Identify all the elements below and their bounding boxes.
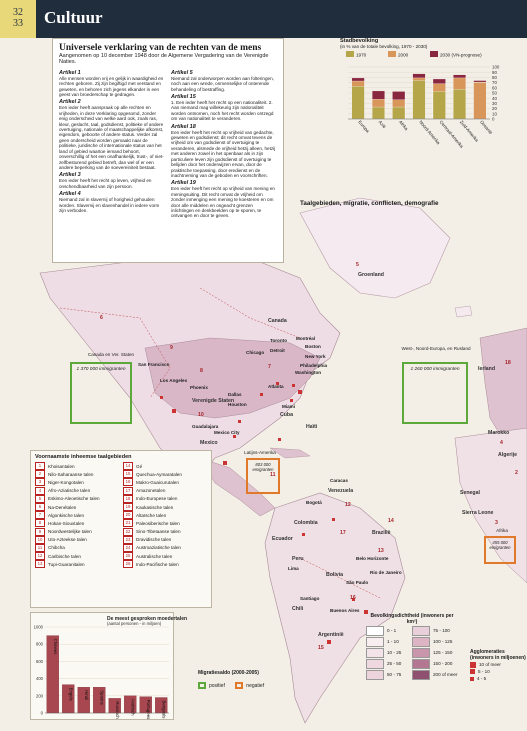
mother-tongues-chart xyxy=(30,612,188,720)
country-colombia: Colombia xyxy=(294,520,318,526)
density-legend-item xyxy=(366,647,412,658)
density-label: 1 - 10 xyxy=(387,639,399,645)
city-buenos-aires: Buenos Aires xyxy=(330,608,360,613)
y-tick-label: 400 xyxy=(36,676,43,682)
language-name: Altaïsche talen xyxy=(136,512,167,518)
language-number-badge: 16 xyxy=(123,478,133,486)
density-swatch xyxy=(366,670,384,680)
migration-legend-negative: negatief xyxy=(235,682,264,689)
agglomeration-item: 5 - 10 xyxy=(470,668,526,675)
migration-box-la xyxy=(246,458,280,494)
y-tick-label: 0 xyxy=(492,116,495,122)
bar xyxy=(392,107,405,119)
language-name: Afro-Aziatische talen xyxy=(48,488,91,494)
y-tick-label: 70 xyxy=(492,80,497,86)
language-number-badge: 24 xyxy=(123,544,133,552)
city-sao-paulo: São Paulo xyxy=(346,580,369,585)
language-number-badge: 12 xyxy=(35,552,45,560)
language-name: Nilo-Saharaanse talen xyxy=(48,471,94,477)
urban-population-chart xyxy=(340,38,502,178)
migration-value-na: 1 370 000 immigranten xyxy=(76,367,126,372)
migration-box-na xyxy=(70,362,132,424)
agglomeration-item: 10 of meer xyxy=(470,661,526,668)
migration-value-eu: 1 260 000 immigranten xyxy=(410,367,460,372)
city-miami: Miami xyxy=(282,404,296,409)
city-caracas: Caracas xyxy=(330,478,348,483)
language-name: Kaukasische talen xyxy=(136,504,174,510)
region-number: 14 xyxy=(388,518,394,524)
language-legend-item xyxy=(123,470,207,478)
language-name: Na-Denétalen xyxy=(48,504,77,510)
density-legend-item xyxy=(366,625,412,636)
language-number-badge: 8 xyxy=(35,519,45,527)
city-mexico-city: Mexico City xyxy=(214,430,240,435)
density-swatch xyxy=(366,626,384,636)
y-tick-label: 30 xyxy=(492,101,497,106)
udhr-article: Artikel 4 Niemand zal in slavernij of horigheid gehouden worden. Slavernij en slavenhandel in iedere vorm zijn verboden. xyxy=(59,191,160,213)
language-number-badge: 11 xyxy=(35,544,45,552)
density-legend-row xyxy=(366,647,458,658)
y-tick-label: 60 xyxy=(492,85,497,91)
language-legend-item xyxy=(35,544,119,552)
bar xyxy=(453,89,466,119)
density-legend-item xyxy=(366,636,412,647)
legend-swatch xyxy=(346,51,354,57)
language-name: Niger-Kongotalen xyxy=(48,479,84,485)
language-name: Tupi-Guaranitalen xyxy=(48,561,85,567)
density-swatch xyxy=(366,659,384,669)
city-belo-horizonte: Belo Horizonte xyxy=(356,556,389,561)
bar-label: Spaans xyxy=(99,690,105,705)
density-swatch xyxy=(412,637,430,647)
density-label: 10 - 25 xyxy=(387,650,402,656)
language-legend-item xyxy=(123,560,207,568)
udhr-column-left xyxy=(59,68,165,219)
language-legend-item xyxy=(123,552,207,560)
language-legend-item xyxy=(123,544,207,552)
x-tick-label: Centraal-Amerika xyxy=(438,119,465,149)
density-legend-row xyxy=(366,669,458,680)
language-number-badge: 7 xyxy=(35,511,45,519)
city-guadalajara: Guadalajara xyxy=(192,424,219,429)
language-number-badge: 26 xyxy=(123,560,133,568)
language-legend-item xyxy=(35,511,119,519)
language-number-badge: 13 xyxy=(35,560,45,568)
city-dallas: Dallas xyxy=(228,392,242,397)
country-senegal: Senegal xyxy=(460,490,480,496)
city-phoenix: Phoenix xyxy=(190,385,208,390)
y-tick-label: 1000 xyxy=(33,624,43,630)
bar-label: Hindi xyxy=(84,690,90,700)
y-tick-label: 100 xyxy=(492,64,500,70)
language-legend-item xyxy=(35,536,119,544)
language-name: Dravidische talen xyxy=(136,537,172,543)
udhr-article: Artikel 1 Alle mensen worden vrij en gelijk in waardigheid en rechten geboren. Zij zijn begiftigd met verstand en geweten, en behoren zich jegens elkander in een geest van broederschap te gedragen. xyxy=(59,69,164,98)
bar-label: Portugees xyxy=(146,699,152,720)
map-title: Taalgebieden, migratie, conflicten, demografie xyxy=(300,200,439,207)
chart-title: De meest gesproken moedertalen xyxy=(107,616,188,622)
language-number-badge: 6 xyxy=(35,503,45,511)
x-tick-label: Azië xyxy=(377,119,387,130)
bar xyxy=(433,91,446,119)
region-number: 17 xyxy=(340,530,346,536)
language-name: Eskimo-Aleoetische talen xyxy=(48,496,100,502)
language-legend-grid xyxy=(35,462,207,568)
country-algeria: Algerije xyxy=(498,452,518,458)
language-name: Amazonetalen xyxy=(136,488,166,494)
density-legend-item xyxy=(366,669,412,680)
country-cuba: Cuba xyxy=(280,412,293,418)
region-number: 6 xyxy=(100,315,103,321)
migration-label-na: Canada en Ver. Staten xyxy=(87,352,135,357)
language-legend-item xyxy=(35,519,119,527)
legend-swatch xyxy=(430,51,438,57)
language-legend-item xyxy=(35,528,119,536)
x-tick-label: Afrika xyxy=(397,119,409,132)
x-tick-label: Zuid-Amerika xyxy=(458,119,480,143)
density-swatch xyxy=(366,648,384,658)
language-number-badge: 5 xyxy=(35,495,45,503)
language-number-badge: 21 xyxy=(123,519,133,527)
language-number-badge: 22 xyxy=(123,528,133,536)
agglomeration-item: 4 - 5 xyxy=(470,675,526,682)
region-number: 4 xyxy=(500,440,503,446)
city-los-angeles: Los Angeles xyxy=(160,378,188,383)
udhr-article: Artikel 18 Een ieder heeft het recht op vrijheid van gedachte, geweten en godsdienst; dit recht omvat tevens de vrijheid om van godsdienst of overtuiging te veranderen, alsmede de vrijheid hetzij alleen, hetzij met anderen zowel in het openbaar als in zijn particuliere leven zijn godsdienst of overtuiging te belijden door het onderwijzen ervan, door de praktische toepassing, door eredienst en de inachtneming van de geboden en voorschriften. xyxy=(171,123,276,178)
y-tick-label: 0 xyxy=(40,710,43,716)
density-swatch xyxy=(412,670,430,680)
language-legend-column xyxy=(123,462,207,568)
language-name: Sino-Tibetaanse talen xyxy=(136,529,181,535)
city-toronto: Toronto xyxy=(270,338,288,343)
urban-chart-title: Stadbevolking xyxy=(340,38,379,44)
language-legend-item xyxy=(123,462,207,470)
density-label: 50 - 75 xyxy=(387,672,402,678)
page-title: Cultuur xyxy=(44,8,103,27)
language-legend-item xyxy=(123,495,207,503)
density-legend-row xyxy=(366,625,458,636)
migration-legend-title: Migratiesaldo (2000-2005) xyxy=(198,670,259,676)
language-number-badge: 20 xyxy=(123,511,133,519)
city-boston: Boston xyxy=(305,344,321,349)
city-houston: Houston xyxy=(228,402,247,407)
language-legend-item xyxy=(123,487,207,495)
density-legend-row xyxy=(366,658,458,669)
bar xyxy=(474,83,487,119)
region-number: 10 xyxy=(198,412,204,418)
bar-label: Chinees xyxy=(53,638,59,655)
language-name: Caribische talen xyxy=(48,553,81,559)
y-tick-label: 50 xyxy=(492,90,497,96)
country-greenland: Groenland xyxy=(358,272,384,278)
udhr-article: Artikel 2 Een ieder heeft aanspraak op alle rechten en vrijheden, in deze Verklaring opgesomd, zonder enig onderscheid van welke aard ook, zoals ras, kleur, geslacht, taal, godsdienst, politieke of andere overtuiging, nationale of maatschappelijke afkomst, eigendom, geboorte of andere status. Verder zal geen onderscheid worden gemaakt naar de politieke, juridische of internationale status van het land of gebied waartoe iemand behoort, onverschillig of het een onafhankelijk, trust-, of niet-zelfbesturend gebied betreft, dan wel of er een andere beperking van de soevereiniteit bestaat. xyxy=(59,99,164,170)
density-legend-item xyxy=(412,647,458,658)
city-washington: Washington xyxy=(295,370,322,375)
city-montreal: Montréal xyxy=(296,336,316,341)
density-legend-title: Bevolkingsdichtheid (inwoners per km²) xyxy=(370,613,454,625)
city-chicago: Chicago xyxy=(246,350,265,355)
language-number-badge: 19 xyxy=(123,503,133,511)
country-ecuador: Ecuador xyxy=(272,536,293,542)
page-number-right: 33 xyxy=(13,18,23,29)
language-legend-title: Voornaamste inheemse taalgebieden xyxy=(35,454,132,460)
language-name: Paleosiberische talen xyxy=(136,520,180,526)
language-legend-item xyxy=(35,552,119,560)
y-tick-label: 800 xyxy=(36,641,43,647)
page-header xyxy=(0,0,527,38)
language-number-badge: 3 xyxy=(35,478,45,486)
legend-label: 2000 xyxy=(398,52,409,58)
density-label: 100 - 125 xyxy=(433,639,453,645)
language-name: Makro-Guaicurutalen xyxy=(136,479,179,485)
language-number-badge: 17 xyxy=(123,487,133,495)
density-label: 125 - 150 xyxy=(433,650,453,656)
region-number: 18 xyxy=(505,360,511,366)
language-name: Uto-Azteekse talen xyxy=(48,537,87,543)
y-tick-label: 40 xyxy=(492,95,497,101)
udhr-column-right xyxy=(171,68,277,219)
density-label: 150 - 200 xyxy=(433,661,453,667)
density-legend-rows xyxy=(366,625,458,680)
region-number: 11 xyxy=(270,472,276,478)
density-legend-item xyxy=(412,625,458,636)
region-number: 2 xyxy=(515,470,518,476)
chart-subtitle: (aantal personen - in miljoen) xyxy=(107,621,162,626)
legend-swatch xyxy=(388,51,396,57)
region-number: 3 xyxy=(495,520,498,526)
bar xyxy=(352,86,365,119)
legend-label: 1970 xyxy=(356,52,367,58)
density-label: 200 of meer xyxy=(433,672,458,678)
page-numbers xyxy=(0,0,36,38)
y-tick-label: 200 xyxy=(36,693,43,699)
country-haiti: Haïti xyxy=(306,424,318,430)
y-tick-label: 10 xyxy=(492,111,497,117)
language-name: Austroaziatische talen xyxy=(136,545,181,551)
bar-label: Russisch xyxy=(115,701,121,719)
language-legend-column xyxy=(35,462,119,568)
language-number-badge: 18 xyxy=(123,495,133,503)
bar-label: Bengaals xyxy=(161,700,167,719)
language-legend-item xyxy=(123,536,207,544)
iceland-shape xyxy=(455,306,472,317)
udhr-article: Artikel 3 Een ieder heeft het recht op leven, vrijheid en onschendbaarheid van zijn persoon. xyxy=(59,172,152,189)
region-number: 13 xyxy=(378,548,384,554)
language-legend-item xyxy=(35,478,119,486)
city-rio-de-janeiro: Rio de Janeiro xyxy=(370,570,402,575)
city-lima: Lima xyxy=(288,566,299,571)
country-peru: Peru xyxy=(292,556,304,562)
city-bogota: Bogotá xyxy=(306,500,322,505)
country-sierra-leone: Sierra Leone xyxy=(462,510,494,516)
country-mexico: Mexico xyxy=(200,440,218,446)
language-legend-item xyxy=(123,511,207,519)
udhr-article: Artikel 15 1. Een ieder heeft het recht op een nationaliteit. 2. Aan niemand mag willekeurig zijn nationaliteit worden ontnomen, noch het recht worden ontzegd om van nationaliteit te veranderen. xyxy=(171,94,274,122)
udhr-article: Artikel 19 Een ieder heeft het recht op vrijheid van mening en meningsuiting. Dit recht omvat de vrijheid om zonder inmenging een mening te koesteren en om door alle middelen en ongeacht grenzen inlichtingen en denkbeelden op te sporen, te ontvangen en door te geven. xyxy=(171,180,275,219)
agglomeration-legend xyxy=(470,650,526,710)
mother-tongues-svg xyxy=(31,613,188,720)
language-number-badge: 9 xyxy=(35,528,45,536)
migration-label-af: Afrika xyxy=(496,528,508,533)
migration-label-la: Latijns-Amerika xyxy=(244,450,276,455)
legend-label: 2030 (VN-prognose) xyxy=(440,52,482,58)
urban-chart-svg xyxy=(340,49,502,173)
language-number-badge: 4 xyxy=(35,487,45,495)
migration-box-eu xyxy=(402,362,468,424)
positive-swatch xyxy=(198,682,206,689)
region-number: 16 xyxy=(350,595,356,601)
bar xyxy=(413,81,426,119)
language-name: Gé xyxy=(136,463,143,469)
y-tick-label: 90 xyxy=(492,69,497,75)
language-legend-item xyxy=(35,470,119,478)
language-legend-item xyxy=(123,478,207,486)
migration-label-eu: West-, Noord-Europa, en Rusland xyxy=(401,346,471,351)
language-legend-item xyxy=(35,560,119,568)
country-morocco: Marokko xyxy=(488,430,510,436)
page-number-left: 32 xyxy=(13,7,23,18)
language-name: Noordwestelijke talen xyxy=(48,529,92,535)
country-usa: Verenigde Staten xyxy=(192,398,235,404)
y-tick-label: 80 xyxy=(492,75,497,80)
density-legend-item xyxy=(366,658,412,669)
language-number-badge: 25 xyxy=(123,552,133,560)
udhr-title: Universele verklaring van de rechten van de mens xyxy=(59,43,262,53)
country-brazil: Brazilië xyxy=(372,530,391,536)
density-legend xyxy=(366,614,458,714)
bar-label: Arabisch xyxy=(130,698,136,716)
language-legend-item xyxy=(123,503,207,511)
language-legend-item xyxy=(123,519,207,527)
language-name: Khoisantalen xyxy=(48,463,75,469)
density-legend-item xyxy=(412,658,458,669)
city-santiago: Santiago xyxy=(300,596,320,601)
language-name: Quechua-Aymaratalen xyxy=(136,471,182,477)
city-detroit: Detroit xyxy=(270,348,285,353)
language-legend-item xyxy=(35,487,119,495)
density-legend-item xyxy=(412,636,458,647)
agglomeration-legend-title: Agglomeraties (inwoners in miljoenen) xyxy=(470,649,526,661)
language-name: Algonkische talen xyxy=(48,512,85,518)
language-legend xyxy=(30,450,212,608)
agglomeration-marker-large xyxy=(470,662,476,668)
migration-value-af: 455 000 emigranten xyxy=(489,540,511,550)
language-number-badge: 10 xyxy=(35,536,45,544)
y-tick-label: 20 xyxy=(492,106,497,112)
agglomeration-marker-medium xyxy=(470,669,475,674)
migration-value-la: 803 000 emigranten xyxy=(252,462,274,472)
language-number-badge: 14 xyxy=(123,462,133,470)
city-san-francisco: San Francisco xyxy=(138,362,170,367)
language-number-badge: 1 xyxy=(35,462,45,470)
region-number: 9 xyxy=(170,345,173,351)
x-tick-label: Noord-Amerika xyxy=(418,119,442,146)
region-number: 12 xyxy=(345,502,351,508)
region-number: 15 xyxy=(318,645,324,651)
density-swatch xyxy=(366,637,384,647)
language-number-badge: 15 xyxy=(123,470,133,478)
country-argentina: Argentinië xyxy=(318,632,344,638)
urban-chart-subtitle: (in % van de totale bevolking, 1970 - 2030) xyxy=(340,44,428,49)
country-canada: Canada xyxy=(268,318,287,324)
language-name: Indo-Europese talen xyxy=(136,496,178,502)
density-swatch xyxy=(412,648,430,658)
language-legend-item xyxy=(123,528,207,536)
city-new-york: New York xyxy=(305,354,326,359)
language-number-badge: 2 xyxy=(35,470,45,478)
migration-box-af xyxy=(484,536,516,564)
density-swatch xyxy=(412,626,430,636)
x-tick-label: Europa xyxy=(357,119,371,134)
country-ireland: Ierland xyxy=(478,366,496,372)
language-legend-item xyxy=(35,503,119,511)
country-chile: Chili xyxy=(292,606,304,612)
city-atlanta: Atlanta xyxy=(268,384,284,389)
language-legend-item xyxy=(35,495,119,503)
migration-legend xyxy=(198,670,308,700)
region-number: 5 xyxy=(356,262,359,268)
language-name: Chibcha xyxy=(48,545,65,551)
density-legend-item xyxy=(412,669,458,680)
y-tick-label: 600 xyxy=(36,658,43,664)
density-label: 75 - 100 xyxy=(433,628,450,634)
region-number: 8 xyxy=(200,368,203,374)
migration-legend-positive: positief xyxy=(198,682,225,689)
language-name: Indo-Pacifische talen xyxy=(136,561,179,567)
city-philadelphia: Philadelphia xyxy=(300,363,328,368)
udhr-panel xyxy=(52,38,284,263)
density-legend-row xyxy=(366,636,458,647)
x-tick-label: Oceanië xyxy=(479,119,494,136)
density-label: 0 - 1 xyxy=(387,628,397,634)
density-label: 25 - 50 xyxy=(387,661,402,667)
language-legend-item xyxy=(35,462,119,470)
country-venezuela: Venezuela xyxy=(328,488,354,494)
region-number: 7 xyxy=(268,364,271,370)
language-name: Australische talen xyxy=(136,553,173,559)
bar-label: Engels xyxy=(68,687,74,701)
negative-swatch xyxy=(235,682,243,689)
udhr-intro: Aangenomen op 10 december 1948 door de Algemene Vergadering van de Verenigde Naties. xyxy=(59,53,269,66)
language-name: Hokan-Siouxtalen xyxy=(48,520,85,526)
country-bolivia: Bolivia xyxy=(326,572,344,578)
udhr-article: Artikel 5 Niemand zal onderworpen worden aan folteringen, noch aan een wrede, onmenselijke of onterende behandeling of bestraffing. xyxy=(171,69,274,92)
agglomeration-marker-small xyxy=(470,677,474,681)
bar xyxy=(372,107,385,119)
language-number-badge: 23 xyxy=(123,536,133,544)
density-swatch xyxy=(412,659,430,669)
